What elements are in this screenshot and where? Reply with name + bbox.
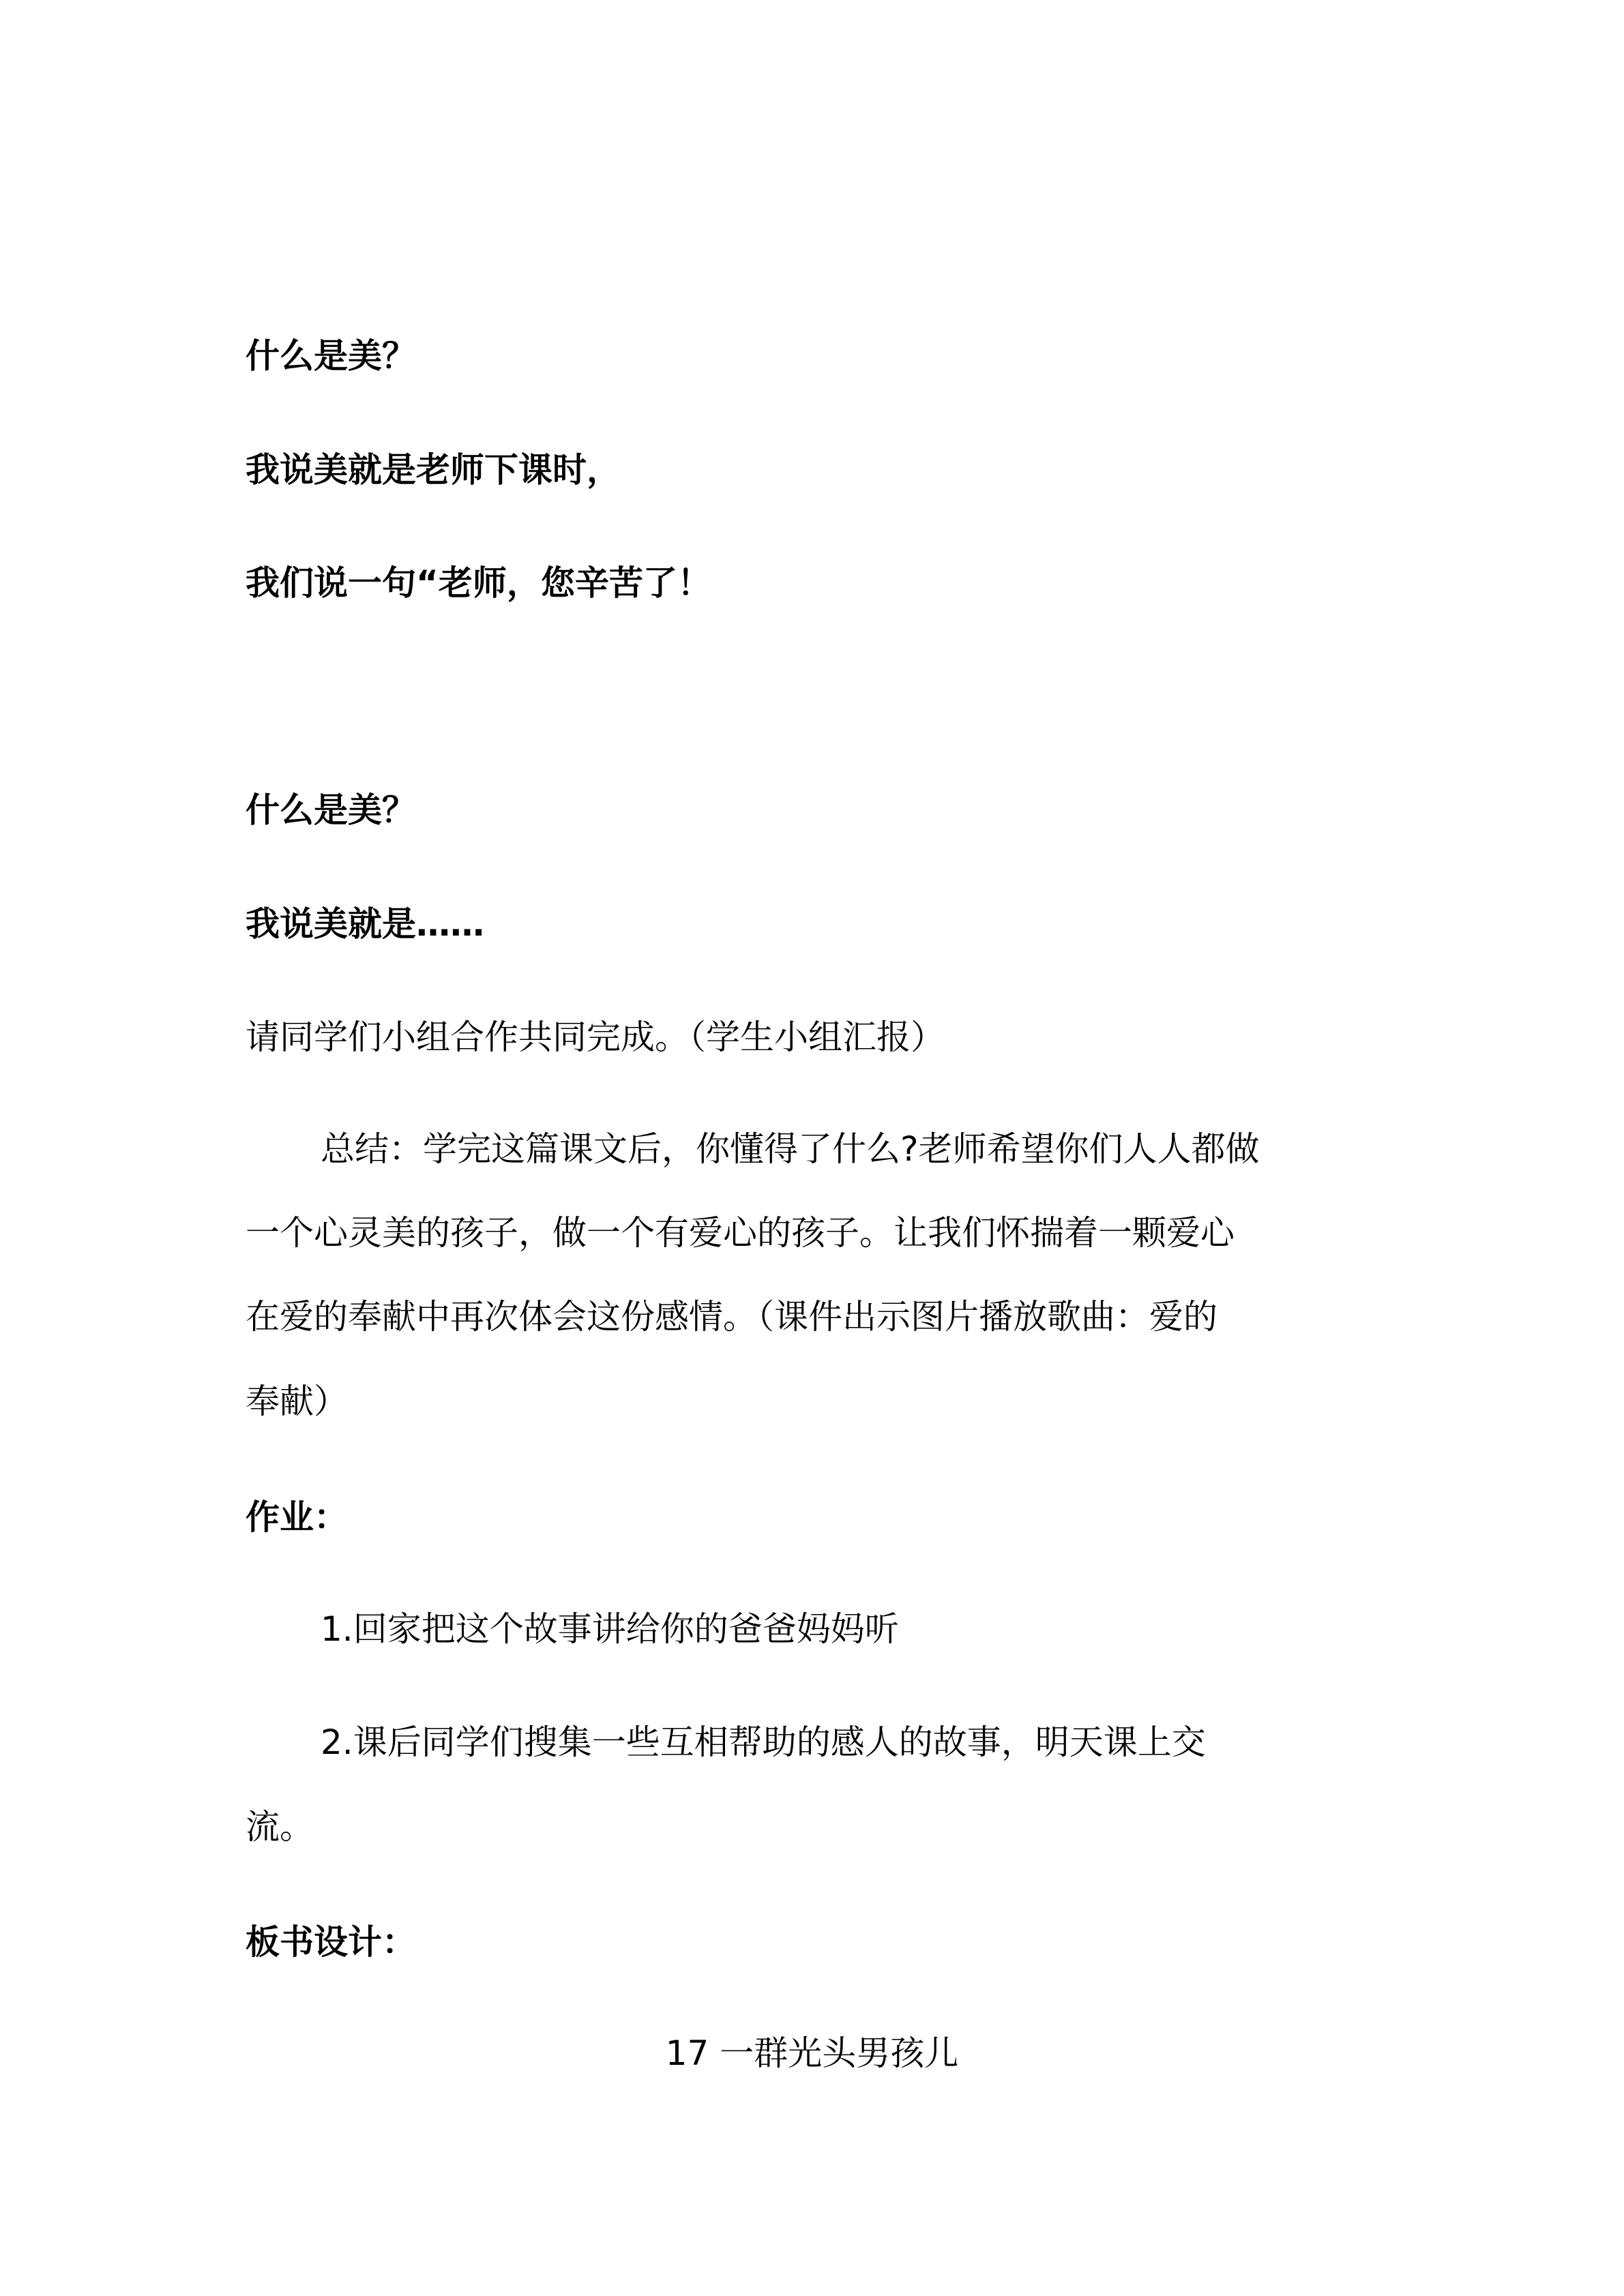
homework-item-1: 1.回家把这个故事讲给你的爸爸妈妈听 xyxy=(321,1609,899,1649)
homework-item-2-line-1: 2.课后同学们搜集一些互相帮助的感人的故事，明天课上交 xyxy=(321,1723,1206,1762)
summary-line-2: 一个心灵美的孩子，做一个有爱心的孩子。让我们怀揣着一颗爱心 xyxy=(246,1213,1235,1253)
summary-line-4: 奉献） xyxy=(246,1382,348,1421)
homework-heading: 作业： xyxy=(246,1497,348,1537)
section1-line1: 我说美就是老师下课时， xyxy=(246,450,621,490)
board-heading: 板书设计： xyxy=(246,1922,416,1962)
section1-line2: 我们说一句“老师，您辛苦了！ xyxy=(246,563,711,603)
summary-line-1: 总结：学完这篇课文后，你懂得了什么?老师希望你们人人都做 xyxy=(321,1129,1260,1169)
section2-instruction: 请同学们小组合作共同完成。（学生小组汇报） xyxy=(246,1017,945,1057)
section2-heading: 什么是美？ xyxy=(246,790,416,830)
section2-line1: 我说美就是…… xyxy=(246,904,484,944)
board-title: 17 一群光头男孩儿 xyxy=(665,2033,959,2073)
homework-item-2-line-2: 流。 xyxy=(246,1807,314,1847)
summary-line-3: 在爱的奉献中再次体会这份感情。（课件出示图片播放歌曲：爱的 xyxy=(246,1297,1217,1337)
section1-heading: 什么是美？ xyxy=(246,336,416,376)
